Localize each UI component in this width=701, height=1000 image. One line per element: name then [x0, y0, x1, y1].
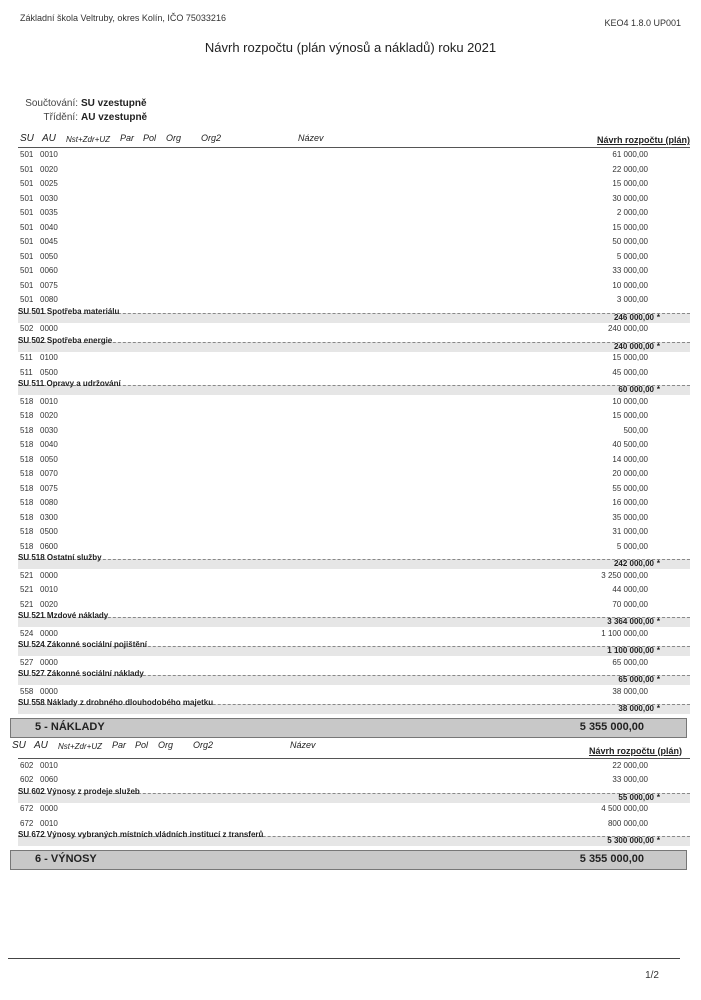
subtotal-label: SU 524 Zákonné sociální pojištění: [18, 640, 147, 649]
row-amount: 15 000,00: [612, 411, 648, 420]
row-su: 518: [20, 541, 34, 551]
row-amount: 500,00: [623, 425, 648, 435]
subtotal-amount: 240 000,00: [613, 341, 654, 351]
row-au: 0300: [40, 512, 58, 522]
row-su: 501: [20, 237, 34, 246]
table-row: [20, 585, 688, 599]
subtotal-row: [18, 640, 690, 656]
row-amount: 3 000,00: [616, 295, 648, 304]
row-amount: 22 000,00: [612, 760, 648, 770]
subtotal-row: [18, 698, 690, 714]
subtotal-amount: 60 000,00: [618, 385, 654, 394]
col-amount: Návrh rozpočtu (plán): [596, 135, 690, 145]
row-su: 501: [20, 164, 34, 174]
subtotal-amount: 38 000,00: [618, 704, 654, 713]
col-org: Org: [166, 133, 182, 143]
table-row: [20, 208, 688, 222]
table-row: [20, 513, 688, 527]
subtotal-star: *: [656, 675, 660, 684]
col-org: Org: [158, 739, 174, 750]
row-su: 558: [20, 686, 34, 696]
subtotal-label: SU 602 Výnosy z prodeje služeb: [18, 786, 140, 796]
costs-total-amount: 5 355 000,00: [579, 720, 644, 733]
row-au: 0000: [40, 324, 58, 333]
row-amount: 5 000,00: [616, 541, 648, 551]
col-nst: Nst+Zdr+UZ: [66, 135, 111, 144]
row-amount: 20 000,00: [612, 469, 648, 478]
row-au: 0050: [40, 454, 58, 464]
subtotal-amount: 246 000,00: [613, 312, 654, 322]
costs-total-label: 5 - NÁKLADY: [35, 720, 105, 733]
row-su: 501: [20, 280, 34, 290]
col-nst: Nst+Zdr+UZ: [58, 741, 103, 751]
row-su: 518: [20, 527, 34, 536]
col-pol: Pol: [143, 133, 157, 143]
table-row: [20, 281, 688, 295]
table-row: [20, 440, 688, 454]
row-su: 518: [20, 396, 34, 406]
subtotal-amount: 1 100 000,00: [607, 646, 654, 655]
row-amount: 65 000,00: [612, 657, 648, 667]
table-row: [20, 194, 688, 208]
row-au: 0000: [40, 657, 58, 667]
row-au: 0030: [40, 425, 58, 435]
table-header-costs: [18, 133, 690, 147]
row-amount: 38 000,00: [612, 686, 648, 696]
row-au: 0020: [40, 164, 58, 174]
table-header-revenues: [12, 739, 690, 756]
row-au: 0025: [40, 179, 58, 188]
subtotal-label: SU 511 Opravy a udržování: [18, 379, 121, 388]
subtotal-star: *: [656, 341, 660, 351]
subtotal-label: SU 558 Náklady z drobného dlouhodobého majetku: [18, 698, 214, 707]
revenues-total-label: 6 - VÝNOSY: [35, 852, 97, 865]
row-su: 518: [20, 512, 34, 522]
row-amount: 33 000,00: [612, 266, 648, 275]
table-row: [20, 165, 688, 179]
subtotal-star: *: [656, 792, 660, 802]
sorting-label: Třídění:: [43, 112, 78, 123]
row-amount: 10 000,00: [612, 280, 648, 290]
table-row: [20, 295, 688, 309]
table-row: [20, 266, 688, 280]
table-row: [20, 804, 688, 818]
table-row: [20, 455, 688, 469]
subtotal-star: *: [656, 312, 660, 322]
row-su: 501: [20, 208, 34, 217]
page-number: 1/2: [645, 970, 659, 981]
subtotal-star: *: [656, 646, 660, 655]
row-su: 518: [20, 440, 34, 449]
table-row: [20, 469, 688, 483]
table-row: [20, 527, 688, 541]
row-amount: 15 000,00: [612, 353, 648, 362]
row-amount: 15 000,00: [612, 222, 648, 232]
col-org2: Org2: [201, 133, 222, 143]
row-amount: 240 000,00: [607, 324, 648, 333]
summation-value: SU vzestupně: [81, 98, 147, 109]
subtotal-row: [18, 786, 690, 803]
row-amount: 14 000,00: [612, 454, 648, 464]
row-au: 0010: [40, 150, 58, 159]
subtotal-row: [18, 306, 690, 323]
sorting-value: AU vzestupně: [81, 112, 148, 123]
subtotal-row: [18, 669, 690, 685]
row-amount: 30 000,00: [612, 193, 648, 203]
row-su: 511: [20, 367, 33, 377]
row-amount: 31 000,00: [612, 527, 648, 536]
row-su: 672: [20, 818, 34, 828]
row-su: 501: [20, 150, 34, 159]
row-au: 0000: [40, 570, 58, 580]
row-au: 0075: [40, 280, 58, 290]
col-par: Par: [112, 739, 127, 750]
row-au: 0040: [40, 222, 58, 232]
row-au: 0000: [40, 628, 58, 638]
col-nazev: Název: [290, 739, 316, 750]
col-su: SU: [20, 133, 34, 144]
subtotal-row: [18, 611, 690, 627]
table-row: [20, 542, 688, 556]
col-amount: Návrh rozpočtu (plán): [588, 745, 682, 756]
row-au: 0045: [40, 237, 58, 246]
revenues-total-amount: 5 355 000,00: [579, 852, 644, 865]
row-su: 501: [20, 251, 34, 261]
row-su: 501: [20, 179, 34, 188]
row-su: 501: [20, 193, 34, 203]
program-code: KEO4 1.8.0 UP001: [604, 18, 681, 28]
school-name: Základní škola Veltruby, okres Kolín, IČO 75033216: [20, 13, 226, 23]
subtotal-amount: 65 000,00: [618, 675, 654, 684]
row-amount: 70 000,00: [612, 599, 648, 609]
row-au: 0020: [40, 411, 58, 420]
row-amount: 45 000,00: [612, 367, 648, 377]
revenues-total-bar: [10, 850, 687, 870]
table-row: [20, 761, 688, 775]
row-su: 518: [20, 425, 34, 435]
row-amount: 800 000,00: [607, 818, 648, 828]
row-su: 518: [20, 498, 34, 507]
table-row: [20, 353, 688, 367]
row-au: 0060: [40, 775, 58, 784]
row-amount: 3 250 000,00: [601, 570, 648, 580]
row-au: 0010: [40, 818, 58, 828]
row-au: 0000: [40, 804, 58, 813]
col-su: SU: [12, 739, 26, 751]
table-row: [20, 179, 688, 193]
row-su: 527: [20, 657, 34, 667]
row-amount: 15 000,00: [612, 179, 648, 188]
subtotal-label: SU 521 Mzdové náklady: [18, 611, 109, 620]
row-amount: 4 500 000,00: [601, 804, 648, 813]
subtotal-amount: 3 364 000,00: [607, 617, 654, 626]
col-nazev: Název: [298, 133, 324, 143]
row-au: 0500: [40, 367, 58, 377]
subtotal-star: *: [656, 704, 660, 713]
row-au: 0050: [40, 251, 58, 261]
row-au: 0030: [40, 193, 58, 203]
subtotal-label: SU 501 Spotřeba materiálu: [18, 306, 120, 316]
col-par: Par: [120, 133, 135, 143]
row-amount: 55 000,00: [612, 483, 648, 493]
subtotal-label: SU 672 Výnosy vybraných místních vládních institucí z transferů: [18, 830, 264, 839]
col-au: AU: [42, 133, 56, 144]
table-row: [20, 324, 688, 338]
row-amount: 50 000,00: [612, 237, 648, 246]
row-su: 518: [20, 411, 34, 420]
footer-divider: [8, 958, 680, 959]
row-au: 0060: [40, 266, 58, 275]
row-su: 518: [20, 469, 34, 478]
subtotal-bar: [18, 559, 690, 569]
table-row: [20, 426, 688, 440]
row-amount: 61 000,00: [612, 150, 648, 159]
subtotal-star: *: [656, 836, 660, 845]
row-su: 521: [20, 599, 34, 609]
subtotal-bar: [18, 617, 690, 627]
subtotal-label: SU 518 Ostatní služby: [18, 553, 102, 562]
header-divider: [18, 147, 690, 148]
subtotal-row: [18, 830, 690, 846]
row-au: 0080: [40, 295, 58, 304]
col-org2: Org2: [193, 739, 214, 750]
row-su: 602: [20, 775, 34, 784]
header-divider: [18, 758, 690, 759]
row-au: 0075: [40, 483, 58, 493]
subtotal-row: [18, 335, 690, 352]
table-row: [20, 237, 688, 251]
row-amount: 1 100 000,00: [601, 628, 648, 638]
row-su: 602: [20, 760, 34, 770]
costs-total-bar: [10, 718, 687, 738]
row-amount: 22 000,00: [612, 164, 648, 174]
row-su: 502: [20, 324, 34, 333]
row-su: 501: [20, 295, 34, 304]
table-row: [20, 411, 688, 425]
row-su: 524: [20, 628, 34, 638]
table-row: [20, 252, 688, 266]
row-amount: 2 000,00: [616, 208, 648, 217]
subtotal-row: [18, 379, 690, 395]
subtotal-star: *: [656, 617, 660, 626]
row-amount: 16 000,00: [612, 498, 648, 507]
row-amount: 40 500,00: [612, 440, 648, 449]
summation-label: Součtování:: [25, 98, 78, 109]
col-au: AU: [34, 739, 48, 751]
row-au: 0000: [40, 686, 58, 696]
row-au: 0035: [40, 208, 58, 217]
row-au: 0010: [40, 585, 58, 594]
row-au: 0020: [40, 599, 58, 609]
row-su: 521: [20, 585, 34, 594]
page-title: Návrh rozpočtu (plán výnosů a nákladů) roku 2021: [204, 40, 497, 55]
table-row: [20, 484, 688, 498]
row-su: 518: [20, 454, 34, 464]
subtotal-row: [18, 553, 690, 569]
row-amount: 44 000,00: [612, 585, 648, 594]
table-row: [20, 571, 688, 585]
row-su: 511: [20, 353, 33, 362]
row-au: 0010: [40, 396, 58, 406]
sorting-setting: [20, 112, 147, 123]
row-amount: 35 000,00: [612, 512, 648, 522]
table-row: [20, 150, 688, 164]
row-au: 0010: [40, 760, 58, 770]
row-su: 501: [20, 266, 34, 275]
subtotal-star: *: [656, 385, 660, 394]
subtotal-amount: 55 000,00: [618, 792, 654, 802]
row-su: 518: [20, 483, 34, 493]
subtotal-bar: [18, 342, 690, 352]
row-au: 0100: [40, 353, 58, 362]
subtotal-amount: 242 000,00: [613, 559, 654, 568]
col-pol: Pol: [135, 739, 149, 750]
row-amount: 33 000,00: [612, 775, 648, 784]
table-row: [20, 498, 688, 512]
table-row: [20, 223, 688, 237]
row-au: 0600: [40, 541, 58, 551]
row-su: 521: [20, 570, 34, 580]
subtotal-amount: 5 300 000,00: [607, 836, 654, 845]
row-au: 0500: [40, 527, 58, 536]
row-su: 672: [20, 804, 34, 813]
row-amount: 10 000,00: [612, 396, 648, 406]
subtotal-star: *: [656, 559, 660, 568]
row-au: 0040: [40, 440, 58, 449]
summation-setting: [20, 98, 147, 109]
row-au: 0080: [40, 498, 58, 507]
table-row: [20, 600, 688, 614]
subtotal-label: SU 502 Spotřeba energie: [18, 335, 113, 345]
subtotal-label: SU 527 Zákonné sociální náklady: [18, 669, 144, 678]
table-row: [20, 397, 688, 411]
row-su: 501: [20, 222, 34, 232]
row-au: 0070: [40, 469, 58, 478]
row-amount: 5 000,00: [616, 251, 648, 261]
